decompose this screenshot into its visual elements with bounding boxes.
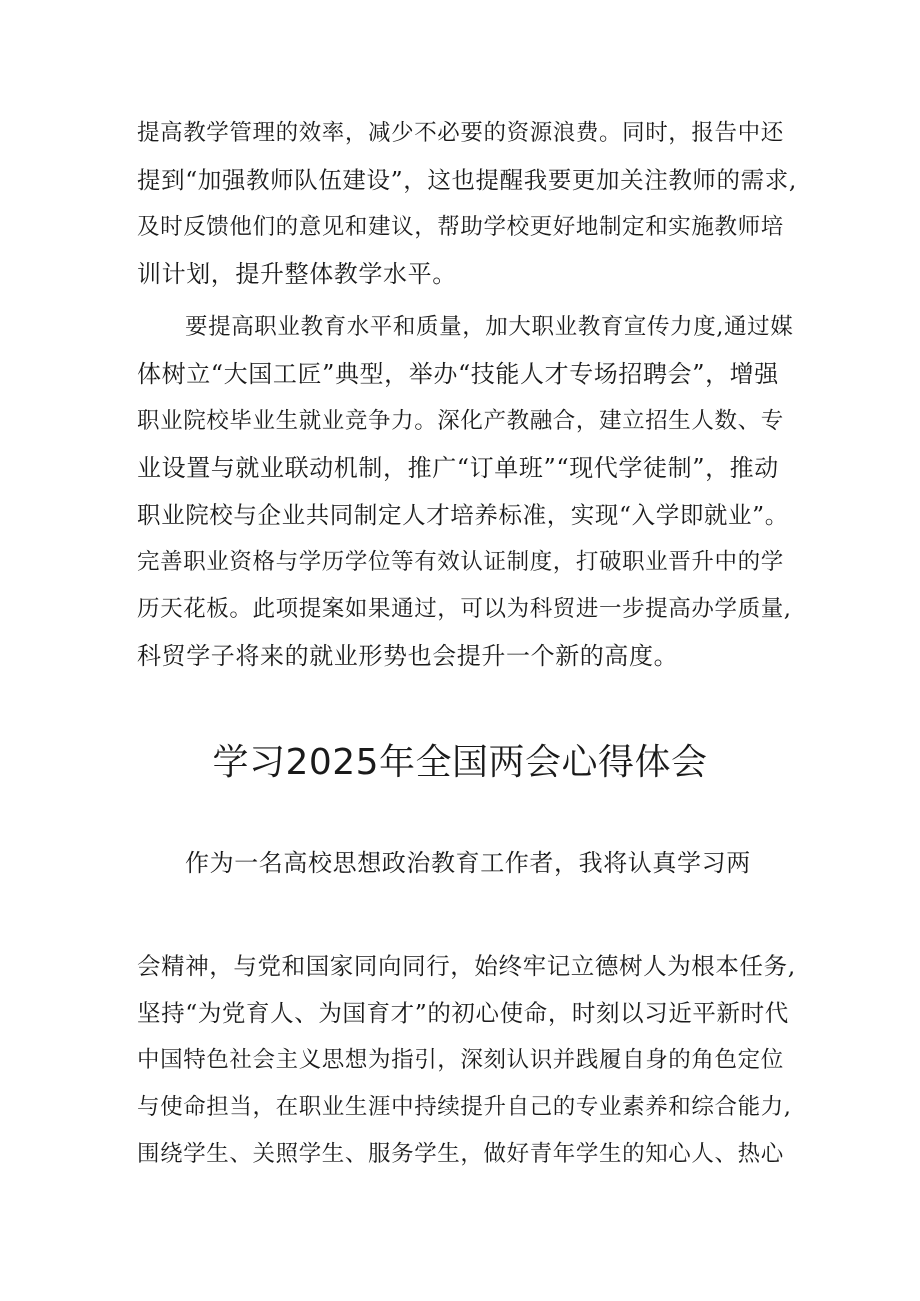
paragraph-2-line-6: 完善职业资格与学历学位等有效认证制度，打破职业晋升中的学 — [137, 549, 784, 575]
paragraph-2-line-1: 要提高职业教育水平和质量，加大职业教育宣传力度,通过媒 — [185, 314, 794, 340]
paragraph-1-line-2: 提到“加强教师队伍建设”，这也提醒我要更加关注教师的需求, — [137, 166, 797, 194]
paragraph-2-line-3: 职业院校毕业生就业竞争力。深化产教融合，建立招生人数、专 — [137, 408, 784, 434]
paragraph-2-line-2: 体树立“大国工匠”典型，举办“技能人才专场招聘会”，增强 — [137, 360, 779, 388]
paragraph-2-line-8: 科贸学子将来的就业形势也会提升一个新的高度。 — [137, 642, 679, 670]
paragraph-1-line-3: 及时反馈他们的意见和建议，帮助学校更好地制定和实施教师培 — [137, 214, 784, 240]
paragraph-3-line-5: 与使命担当，在职业生涯中持续提升自己的专业素养和综合能力, — [137, 1094, 792, 1120]
paragraph-3-line-3: 坚持“为党育人、为国育才”的初心使命，时刻以习近平新时代 — [137, 999, 789, 1027]
paragraph-3-line-2: 会精神，与党和国家同向同行，始终牢记立德树人为根本任务, — [137, 952, 796, 980]
paragraph-1-line-1: 提高教学管理的效率，减少不必要的资源浪费。同时，报告中还 — [137, 120, 784, 146]
section-title: 学习2025年全国两会心得体会 — [212, 742, 708, 783]
paragraph-3-line-1: 作为一名高校思想政治教育工作者，我将认真学习两 — [185, 849, 751, 877]
paragraph-2-line-7: 历天花板。此项提案如果通过，可以为科贸进一步提高办学质量, — [137, 596, 792, 622]
paragraph-1-line-4: 训计划，提升整体教学水平。 — [137, 260, 457, 288]
paragraph-2-line-4: 业设置与就业联动机制，推广“订单班”“现代学徒制”，推动 — [137, 454, 779, 482]
paragraph-3-line-4: 中国特色社会主义思想为指引，深刻认识并践履自身的角色定位 — [137, 1047, 784, 1073]
paragraph-2-line-5: 职业院校与企业共同制定人才培养标准，实现“入学即就业”。 — [137, 501, 789, 529]
paragraph-3-line-6: 围绕学生、关照学生、服务学生，做好青年学生的知心人、热心 — [137, 1141, 784, 1167]
